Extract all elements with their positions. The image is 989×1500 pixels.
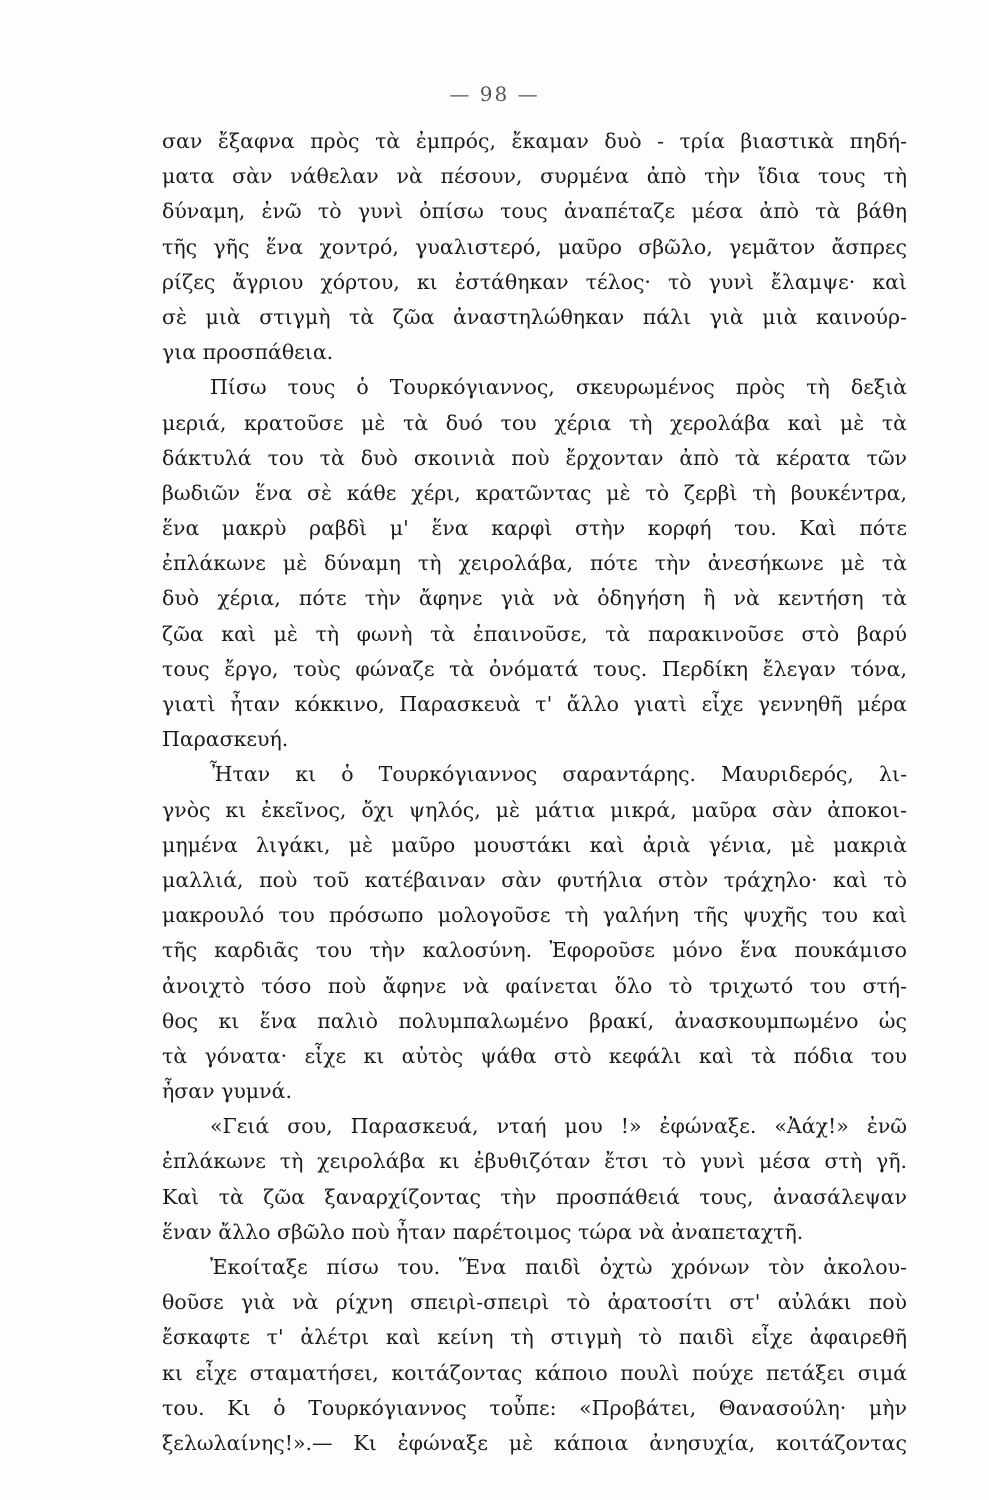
text-line: ματα σὰν νάθελαν νὰ πέσουν, συρμένα ἀπὸ τὴν ἴδια τους τὴ [162, 164, 907, 189]
text-line: μακρουλό του πρόσωπο μολογοῦσε τὴ γαλήνη τῆς ψυχῆς του καὶ [162, 903, 907, 928]
text-line: μημένα λιγάκι, μὲ μαῦρο μουστάκι καὶ ἀριὰ γένια, μὲ μακριὰ [162, 832, 907, 857]
text-line: τῆς καρδιᾶς του τὴν καλοσύνη. Ἐφοροῦσε μόνο ἕνα πουκάμισο [162, 938, 907, 963]
paragraph-4 [162, 1109, 907, 1250]
text-line: κι εἶχε σταματήσει, κοιτάζοντας κάποιο πουλὶ πούχε πετάξει σιμά [162, 1360, 907, 1385]
text-line: για προσπάθεια. [162, 340, 334, 365]
text-line: ἕνα μακρὺ ραβδὶ μ' ἕνα καρφὶ στὴν κορφή του. Καὶ πότε [162, 516, 907, 541]
text-line: ἦσαν γυμνά. [162, 1079, 292, 1104]
text-line: γνὸς κι ἐκεῖνος, ὄχι ψηλός, μὲ μάτια μικρά, μαῦρα σὰν ἀποκοι- [162, 797, 907, 822]
text-line: σαν ἔξαφνα πρὸς τὰ ἐμπρός, ἔκαμαν δυὸ - τρία βιαστικὰ πηδή- [162, 129, 907, 153]
paragraph-1 [162, 124, 907, 370]
text-line: δύναμη, ἐνῶ τὸ γυνὶ ὀπίσω τους ἀναπέταζε μέσα ἀπὸ τὰ βάθη [162, 199, 907, 224]
text-line: «Γειά σου, Παρασκευά, νταή μου !» ἐφώναξε. «Ἀάχ!» ἐνῶ [210, 1114, 907, 1139]
paragraph-2 [162, 370, 907, 757]
page-number: — 98 — [449, 82, 540, 106]
text-line: Πίσω τους ὁ Τουρκόγιαννος, σκευρωμένος πρὸς τὴ δεξιὰ [210, 375, 907, 400]
text-line: μαλλιά, ποὺ τοῦ κατέβαιναν σὰν φυτήλια στὸν τράχηλο· καὶ τὸ [162, 867, 907, 892]
text-line: του. Κι ὁ Τουρκόγιαννος τοὖπε: «Προβάτει, Θανασούλη· μὴν [162, 1395, 907, 1420]
text-line: σὲ μιὰ στιγμὴ τὰ ζῶα ἀναστηλώθηκαν πάλι γιὰ μιὰ καινούρ- [162, 304, 907, 329]
text-line: βωδιῶν ἕνα σὲ κάθε χέρι, κρατῶντας μὲ τὸ ζερβὶ τὴ βουκέντρα, [162, 480, 907, 505]
text-line: δυὸ χέρια, πότε τὴν ἄφηνε γιὰ νὰ ὁδηγήση ἢ νὰ κεντήση τὰ [162, 586, 907, 611]
text-line: Ἦταν κι ὁ Τουρκόγιαννος σαραντάρης. Μαυριδερός, λι- [210, 762, 907, 787]
text-line: ἀνοιχτὸ τόσο ποὺ ἄφηνε νὰ φαίνεται ὅλο τὸ τριχωτό του στή- [162, 973, 907, 998]
text-line: ἔσκαφτε τ' ἀλέτρι καὶ κείνη τὴ στιγμὴ τὸ παιδὶ εἶχε ἀφαιρεθῆ [162, 1325, 907, 1350]
body-text [162, 124, 907, 1461]
text-line: τῆς γῆς ἕνα χοντρό, γυαλιστερό, μαῦρο σβῶλο, γεμᾶτον ἄσπρες [162, 234, 907, 259]
text-line: δάκτυλά του τὰ δυὸ σκοινιὰ ποὺ ἔρχονταν ἀπὸ τὰ κέρατα τῶν [162, 445, 907, 470]
text-line: ἕναν ἄλλο σβῶλο ποὺ ἦταν παρέτοιμος τώρα νὰ ἀναπεταχτῆ. [162, 1219, 804, 1244]
text-line: τους ἔργο, τοὺς φώναζε τὰ ὀνόματά τους. Περδίκη ἔλεγαν τόνα, [162, 656, 907, 681]
text-line: ζῶα καὶ μὲ τὴ φωνὴ τὰ ἐπαινοῦσε, τὰ παρακινοῦσε στὸ βαρύ [162, 621, 907, 646]
text-line: ρίζες ἄγριου χόρτου, κι ἐστάθηκαν τέλος· τὸ γυνὶ ἔλαμψε· καὶ [162, 269, 907, 294]
text-line: Καὶ τὰ ζῶα ξαναρχίζοντας τὴν προσπάθειά τους, ἀνασάλεψαν [162, 1184, 907, 1209]
paragraph-5 [162, 1250, 907, 1461]
text-line: γιατὶ ἦταν κόκκινο, Παρασκευὰ τ' ἄλλο γιατὶ εἶχε γεννηθῆ μέρα [162, 692, 907, 716]
text-line: ξελωλαίνης!».— Κι ἐφώναξε μὲ κάποια ἀνησυχία, κοιτάζοντας [162, 1430, 907, 1455]
text-line: Παρασκευή. [162, 727, 289, 752]
text-line: θος κι ἕνα παλιὸ πολυμπαλωμένο βρακί, ἀνασκουμπωμένο ὡς [162, 1008, 907, 1033]
text-line: τὰ γόνατα· εἶχε κι αὐτὸς ψάθα στὸ κεφάλι καὶ τὰ πόδια του [162, 1043, 907, 1068]
text-line: μεριά, κρατοῦσε μὲ τὰ δυό του χέρια τὴ χερολάβα καὶ μὲ τὰ [162, 410, 907, 435]
text-line: θοῦσε γιὰ νὰ ρίχνη σπειρὶ-σπειρὶ τὸ ἀρατοσίτι στ' αὐλάκι ποὺ [162, 1290, 907, 1315]
text-line: ἐπλάκωνε μὲ δύναμη τὴ χειρολάβα, πότε τὴν ἀνεσήκωνε μὲ τὰ [162, 551, 907, 576]
text-line: ἐπλάκωνε τὴ χειρολάβα κι ἐβυθιζόταν ἔτσι τὸ γυνὶ μέσα στὴ γῆ. [162, 1149, 907, 1174]
text-line: Ἐκοίταξε πίσω του. Ἕνα παιδὶ ὀχτὼ χρόνων τὸν ἀκολου- [210, 1255, 907, 1279]
paragraph-3 [162, 757, 907, 1109]
